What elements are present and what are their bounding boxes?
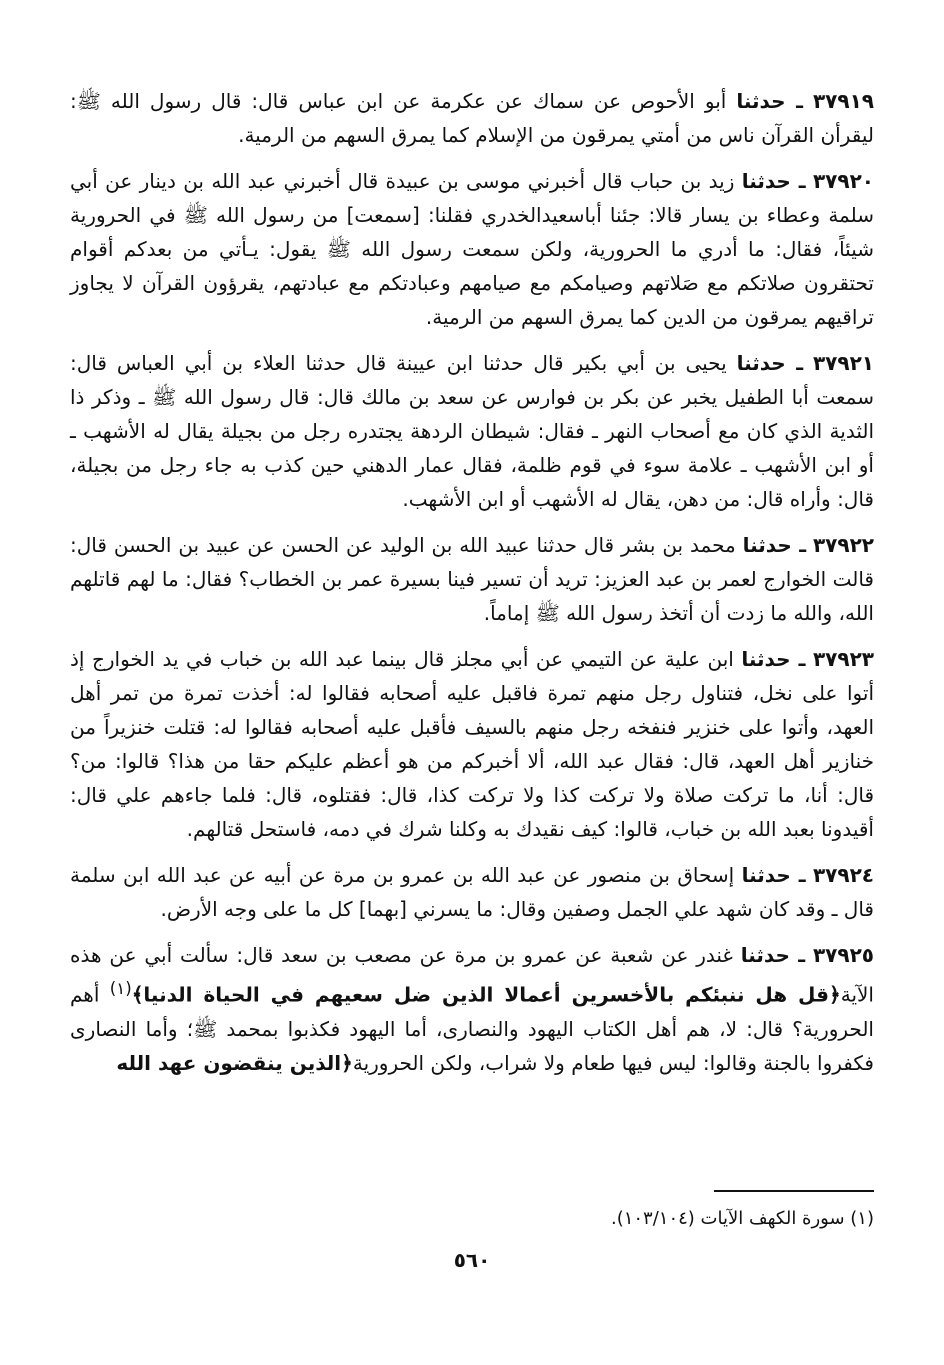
quran-verse-2: ﴿الذين ينقضون عهد الله xyxy=(116,1050,353,1075)
hadith-37920 xyxy=(70,164,874,334)
footnote: (١) سورة الكهف الآيات (١٠٣/١٠٤). xyxy=(610,1208,874,1229)
hadith-text: غندر عن شعبة عن عمرو بن مرة عن مصعب بن سعد قال: سألت أبي عن هذه الآية xyxy=(70,943,874,1007)
hadith-number: ٣٧٩٢١ xyxy=(812,351,875,375)
hadith-37924 xyxy=(70,858,874,926)
hadith-lead: ـ حدثنا xyxy=(736,351,804,375)
hadith-37921 xyxy=(70,346,874,516)
hadith-lead: ـ حدثنا xyxy=(741,647,806,671)
hadith-text: ابن علية عن التيمي عن أبي مجلز قال بينما عبد الله بن خباب في يد الخوارج إذ أتوا على نخل، فتناول رجل منهم تمرة فاقبل عليه أصحابه فقالوا له: أخذت تمرة من تمر أهل العهد، وأتوا على خنزير فنفخه رجل منهم بالسيف فأقبل عليه أصحابه فقالوا له: قتلت خنزيراً من خنازير أهل العهد، قال: فقال عبد الله، ألا أخبركم من هو أعظم عليكم حقا من هذا؟ قالوا: من؟ قال: أنا، ما تركت صلاة ولا تركت كذا ولا تركت كذا، قال: فقتلوه، قال: فلما جاءهم علي قال: أقيدونا بعبد الله بن خباب، قالوا: كيف نقيدك به وكلنا شرك في دمه، فاستحل قتالهم. xyxy=(70,647,874,841)
page-body xyxy=(70,84,874,1092)
hadith-text-continued: أهم الحرورية؟ قال: لا، هم أهل الكتاب اليهود والنصارى، أما اليهود فكذبوا بمحمد ﷺ؛ وأما النصارى فكفروا بالجنة وقالوا: ليس فيها طعام ولا شراب، ولكن الحرورية xyxy=(70,982,874,1075)
hadith-number: ٣٧٩٢٣ xyxy=(812,647,875,671)
quran-verse: ﴿قل هل ننبئكم بالأخسرين أعمالا الذين ضل سعيهم في الحياة الدنيا﴾ xyxy=(131,982,841,1007)
page-number: ٥٦٠ xyxy=(453,1248,491,1272)
hadith-text: محمد بن بشر قال حدثنا عبيد الله بن الوليد عن الحسن عن عبيد بن الحسن قال: قالت الخوارج لعمر بن عبد العزيز: تريد أن تسير فينا بسيرة عمر بن الخطاب؟ فقال: ما لهم قاتلهم الله، والله ما زدت أن أتخذ رسول الله ﷺ إماماً. xyxy=(70,533,874,625)
hadith-lead: ـ حدثنا xyxy=(742,533,807,557)
hadith-number: ٣٧٩١٩ xyxy=(812,89,875,113)
footnote-reference: (١) xyxy=(109,979,132,998)
hadith-text: أبو الأحوص عن سماك عن عكرمة عن ابن عباس قال: قال رسول الله ﷺ: ليقرأن القرآن ناس من أمتي يمرقون من الإسلام كما يمرق السهم من الرمية. xyxy=(70,89,874,147)
hadith-37923 xyxy=(70,642,874,846)
hadith-number: ٣٧٩٢٥ xyxy=(812,943,874,967)
hadith-number: ٣٧٩٢٠ xyxy=(812,169,875,193)
hadith-text: يحيى بن أبي بكير قال حدثنا ابن عيينة قال حدثنا العلاء بن أبي العباس قال: سمعت أبا الطفيل يخبر عن بكر بن فوارس عن سعد بن مالك قال: قال رسول الله ﷺ ـ وذكر ذا الثدية الذي كان مع أصحاب النهر ـ فقال: شيطان الردهة يجتدره رجل من بجيلة يقال له الأشهب ـ أو ابن الأشهب ـ علامة سوء في قوم ظلمة، فقال عمار الدهني حين كذب به جاء رجل من بجيلة، قال: وأراه قال: من دهن، يقال له الأشهب أو ابن الأشهب. xyxy=(70,351,874,511)
hadith-number: ٣٧٩٢٢ xyxy=(812,533,874,557)
hadith-lead: ـ حدثنا xyxy=(741,863,806,887)
hadith-37922 xyxy=(70,528,874,630)
hadith-37925 xyxy=(70,938,874,1080)
hadith-lead: ـ حدثنا xyxy=(736,89,803,113)
hadith-lead: ـ حدثنا xyxy=(740,943,806,967)
hadith-text: زيد بن حباب قال أخبرني موسى بن عبيدة قال أخبرني عبد الله بن دينار عن أبي سلمة وعطاء بن يسار قالا: جئنا أباسعيدالخدري فقلنا: [سمعت] من رسول الله ﷺ في الحرورية شيئاً، فقال: ما أدري ما الحرورية، ولكن سمعت رسول الله ﷺ يقول: يـأتي من بعدكم أقوام تحتقرون صلاتكم مع صَلاتهم وصيامكم مع صيامهم وعبادتكم مع عبادتهم، يقرؤون القرآن لا يجاوز تراقيهم يمرقون من الدين كما يمرق السهم من الرمية. xyxy=(70,169,874,329)
hadith-text: إسحاق بن منصور عن عبد الله بن عمرو بن مرة عن أبيه عن عبد الله ابن سلمة قال ـ وقد كان شهد علي الجمل وصفين وقال: ما يسرني [بهما] كل ما على وجه الأرض. xyxy=(70,863,874,921)
hadith-number: ٣٧٩٢٤ xyxy=(812,863,874,887)
hadith-37919 xyxy=(70,84,874,152)
hadith-lead: ـ حدثنا xyxy=(741,169,806,193)
footnote-divider xyxy=(714,1190,874,1192)
